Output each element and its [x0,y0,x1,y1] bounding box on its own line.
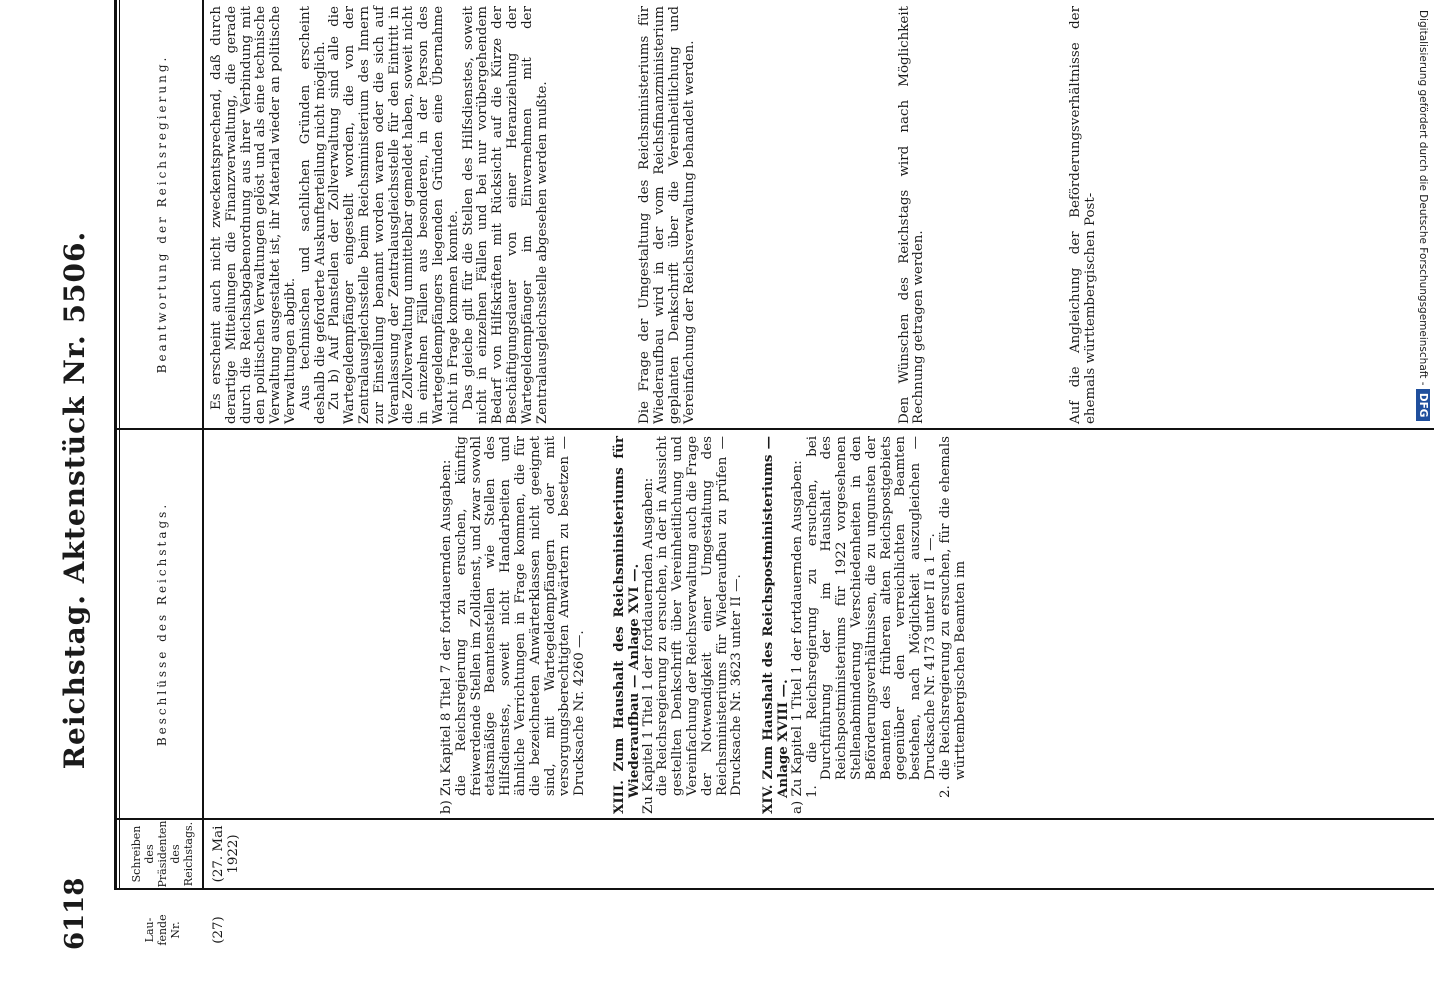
beschluss-xiii-text: die Reichsregierung zu ersuchen, in der in Aussicht gestellten Denkschrift über Vereinheitlichung und Vereinfachung der Reichsverwaltung auch die Frage der Notwendigkeit einer Umgestaltung des Reichsministeriums für Wiederaufbau zu prüfen — Drucksache Nr. 3623 unter II —. [655,436,745,796]
beschluss-xiv-a: a) Zu Kapitel 1 Titel 1 der fortdauernden Ausgaben: [789,460,805,814]
antwort-p5: Die Frage der Umgestaltung des Reichsministeriums für Wiederaufbau wird in der vom Reichsfinanzministerium geplanten Denkschrift über die Vereinheitlichung und Vereinfachung der Reichsverwaltung behandelt werden. [637,6,697,424]
beschluss-b-intro: b) Zu Kapitel 8 Titel 7 der fortdauernden Ausgaben: [439,459,454,814]
running-title: Reichstag. Aktenstück Nr. 5506. [58,230,91,770]
antwort-p4: Das gleiche gilt für die Stellen des Hilfsdienstes, soweit nicht in einzelnen Fällen und bei nur vorübergehendem Bedarf von Hilfskräften mit Rücksicht auf die Kürze der Beschäftigungsdauer von einer Heranziehung der Wartegeldempfänger im Einvernehmen mit der Zentralausgleichsstelle abgesehen werden mußte. [460,6,550,424]
credit-text: Digitalisierung gefördert durch die Deutsche Forschungsgemeinschaft - [1417,10,1429,386]
antwort-p2: Aus technischen und sachlichen Gründen erscheint deshalb die geforderte Auskunfterteilung nicht möglich. [297,6,328,424]
top-rule-thin [119,0,120,890]
header-rule [202,0,204,890]
antwort-p7: Auf die Angleichung der Beförderungsverhältnisse der ehemals württembergischen Post- [1068,6,1098,424]
column-header-text: fende [155,914,169,946]
antwort-p1: Es erscheint auch nicht zweckentsprechend, daß durch derartige Mitteilungen die Finanzverwaltung, die gerade durch die Reichsabgabenordnung aus ihrer Verbindung mit den politischen Verwaltungen gelöst und als eine technische Verwaltung ausgestaltet ist, ihr Material wieder an politische Verwaltungen abgibt. [209,6,298,424]
section-title-xiv: XIV. Zum Haushalt des Reichspostministeriums — Anlage XVIII —. [760,436,791,814]
column-header-text: des [142,844,156,864]
row-number: (27) [211,916,226,944]
beantwortung-column [210,6,1099,424]
column-header-schreiben [122,820,202,888]
column-header-text: Nr. [168,921,182,939]
page-header [0,0,115,1000]
antwort-p3: Zu b) Auf Planstellen der Zollverwaltung sind alle die Wartegeldempfänger eingestellt worden, die von der Zentralausgleichsstelle beim Reichsministerium des Innern zur Einstellung benannt worden waren oder die sich auf Veranlassung der Zentralausgleichsstelle für den Eintritt in die Zollverwaltung unmittelbar gemeldet haben, soweit nicht in einzelnen Fällen aus besonderen, in der Person des Wartegeldempfängers liegenden Gründen eine Übernahme nicht in Frage kommen konnte. [327,6,461,424]
page-number: 6118 [60,877,90,950]
column-header-beantwortung: Beantwortung der Reichsregierung. [155,54,169,374]
section-title-xiii: XIII. Zum Haushalt des Reichsministeriums für Wiederaufbau — Anlage XVI —. [610,436,642,814]
beschluss-xiv-2: 2. die Reichsregierung zu ersuchen, für die ehemals württembergischen Beamten im [937,436,968,798]
column-header-text: Schreiben [129,825,143,883]
column-rule [114,818,1434,820]
beschluss-b-text: die Reichsregierung zu ersuchen, künftig freiwerdende Stellen im Zolldienst, und zwar sowohl etatsmäßige Beamtenstellen wie Stellen des Hilfsdienstes, soweit nicht Handarbeiten und ähnliche Verrichtungen in Frage kommen, die für die bezeichneten Anwärterklassen nicht geeignet sind, mit Wartegeldempfängern oder mit versorgungsberechtigten Anwärtern zu besetzen — Drucksache Nr. 4260 —. [453,436,588,796]
dfg-logo: DFG [1416,389,1430,422]
column-header-beschluesse: Beschlüsse des Reichstags. [155,501,169,747]
top-rule [114,0,117,890]
column-header-text: Lau- [142,917,156,943]
beschluss-xiii-intro: Zu Kapitel 1 Titel 1 der fortdauernden Ausgaben: [640,477,656,814]
row-date: (27. Mai 1922) [211,825,241,883]
antwort-p6: Den Wünschen des Reichstags wird nach Möglichkeit Rechnung getragen werden. [896,6,927,424]
beschluesse-column [212,436,968,814]
column-header-text: Präsidenten [155,820,169,888]
column-header-lfd [122,890,202,970]
column-rule [114,888,1434,890]
column-header-text: des [168,844,182,864]
column-header-text: Reichstags. [181,821,195,887]
column-rule [114,428,1434,430]
beschluss-xiv-1: 1. die Reichsregierung zu ersuchen, bei Durchführung der im Haushalt des Reichspostministeriums für 1922 vorgesehenen Stellenabminderung Verschiedenheiten in den Beförderungsverhältnissen, die zu ungunsten der Beamten des früheren alten Reichspostgebiets gegenüber den verreichlichten Beamten bestehen, nach Möglichkeit auszugleichen — Drucksache Nr. 4173 unter II a 1 —. [804,436,938,798]
digitization-credit [1412,10,1434,990]
